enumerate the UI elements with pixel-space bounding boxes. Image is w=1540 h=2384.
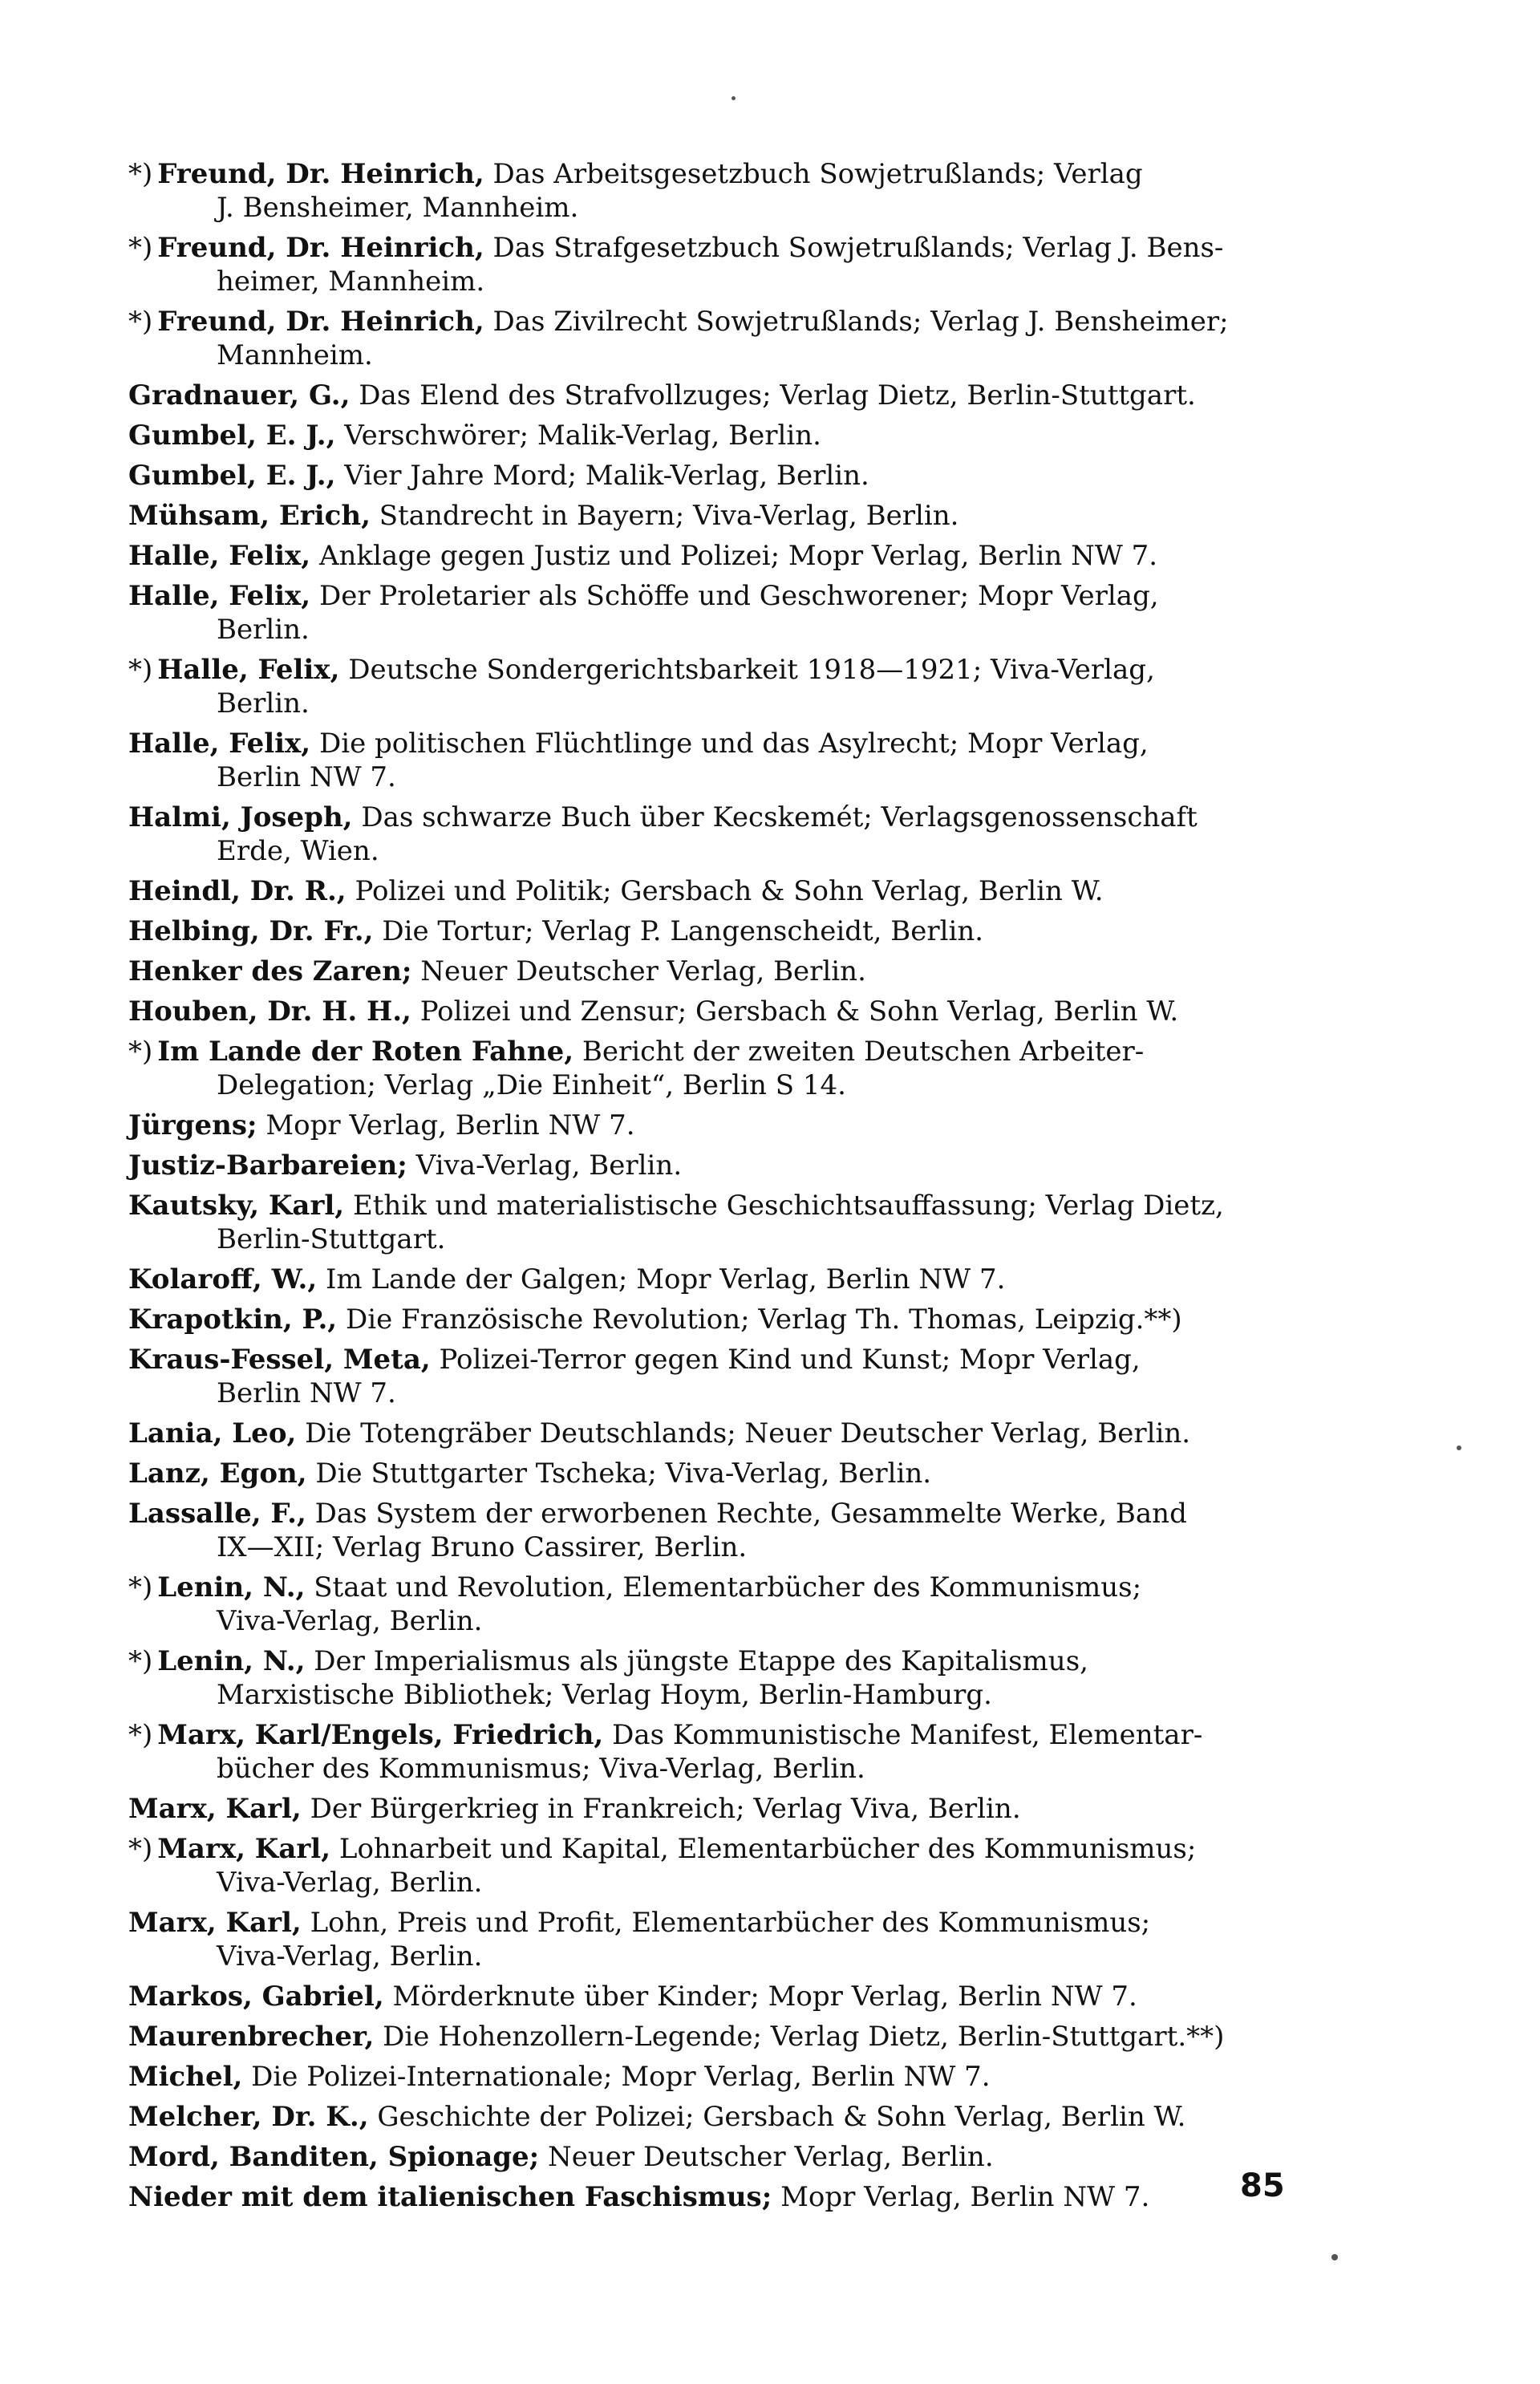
bibliography-entry: [128, 914, 1275, 948]
bibliography-entry: [128, 1497, 1275, 1564]
entry-continuation: Berlin.: [217, 614, 310, 646]
entry-continuation: IX—XII; Verlag Bruno Cassirer, Berlin.: [217, 1531, 748, 1563]
entry-title-publisher: Der Imperialismus als jüngste Etappe des Kapitalismus,: [314, 1645, 1088, 1677]
bibliography-entry: [128, 305, 1275, 372]
bibliography-entry: [128, 2140, 1275, 2174]
bibliography-entry: [128, 653, 1275, 720]
footnote-mark: *): [128, 232, 153, 264]
bibliography-entry: [128, 995, 1275, 1028]
bibliography-entry: [128, 379, 1275, 412]
entry-continuation: Delegation; Verlag „Die Einheit“, Berlin S 14.: [217, 1069, 846, 1101]
bibliography-entry: [128, 1343, 1275, 1410]
entry-author: Jürgens;: [128, 1109, 257, 1141]
entry-continuation: Berlin NW 7.: [217, 1377, 396, 1409]
entry-author: Mühsam, Erich,: [128, 500, 371, 532]
entry-title-publisher: Viva-Verlag, Berlin.: [415, 1149, 683, 1182]
entry-title-publisher: Bericht der zweiten Deutschen Arbeiter-: [582, 1036, 1145, 1068]
entry-author: Melcher, Dr. K.,: [128, 2101, 369, 2133]
entry-title-publisher: Der Bürgerkrieg in Frankreich; Verlag Viva, Berlin.: [310, 1793, 1021, 1825]
bibliography-entry: [128, 1457, 1275, 1490]
entry-author: Justiz-Barbareien;: [128, 1149, 407, 1182]
bibliography-entry: [128, 1149, 1275, 1182]
bibliography-entry: [128, 1109, 1275, 1142]
entry-author: Maurenbrecher,: [128, 2021, 375, 2053]
bibliography-entry: [128, 499, 1275, 533]
entry-author: Lassalle, F.,: [128, 1498, 306, 1530]
entry-title-publisher: Staat und Revolution, Elementarbücher des Kommunismus;: [314, 1571, 1142, 1604]
footnote-mark: *): [128, 1645, 153, 1677]
entry-continuation: Berlin.: [217, 687, 310, 720]
bibliography-entry: [128, 231, 1275, 298]
entry-author: Houben, Dr. H. H.,: [128, 995, 411, 1028]
bibliography-entry: [128, 1189, 1275, 1256]
entry-author: Henker des Zaren;: [128, 955, 412, 987]
bibliography-entry: [128, 539, 1275, 573]
entry-title-publisher: Das Arbeitsgesetzbuch Sowjetrußlands; Verlag: [492, 158, 1143, 190]
footnote-mark: *): [128, 1719, 153, 1751]
entry-continuation: Marxistische Bibliothek; Verlag Hoym, Berlin-Hamburg.: [217, 1679, 992, 1711]
entry-title-publisher: Ethik und materialistische Geschichtsauffassung; Verlag Dietz,: [352, 1190, 1224, 1222]
bibliography-entry: [128, 955, 1275, 988]
entry-author: Gumbel, E. J.,: [128, 420, 336, 452]
entry-author: Halle, Felix,: [128, 580, 311, 612]
entry-title-publisher: Deutsche Sondergerichtsbarkeit 1918—1921; Viva-Verlag,: [348, 654, 1155, 686]
entry-title-publisher: Verschwörer; Malik-Verlag, Berlin.: [344, 420, 821, 452]
entry-author: Lanz, Egon,: [128, 1458, 307, 1490]
entry-author: Kolaroff, W.,: [128, 1263, 318, 1295]
bibliography-entry: [128, 1417, 1275, 1450]
entry-title-publisher: Im Lande der Galgen; Mopr Verlag, Berlin NW 7.: [325, 1263, 1006, 1295]
entry-author: Gradnauer, G.,: [128, 379, 351, 412]
bibliography-entry: [128, 459, 1275, 493]
entry-author: Freund, Dr. Heinrich,: [157, 306, 484, 338]
entry-continuation: Erde, Wien.: [217, 835, 379, 867]
entry-continuation: Berlin NW 7.: [217, 761, 396, 793]
bibliography-entry: [128, 2020, 1275, 2054]
bibliography-entry: [128, 2060, 1275, 2094]
entry-title-publisher: Die Tortur; Verlag P. Langenscheidt, Berlin.: [382, 915, 984, 947]
entry-title-publisher: Vier Jahre Mord; Malik-Verlag, Berlin.: [344, 460, 869, 492]
entry-title-publisher: Die Polizei-Internationale; Mopr Verlag, Berlin NW 7.: [251, 2061, 991, 2093]
entry-title-publisher: Die politischen Flüchtlinge und das Asylrecht; Mopr Verlag,: [318, 728, 1149, 760]
entry-continuation: J. Bensheimer, Mannheim.: [217, 192, 579, 224]
entry-title-publisher: Standrecht in Bayern; Viva-Verlag, Berlin.: [379, 500, 959, 532]
entry-title-publisher: Die Hohenzollern-Legende; Verlag Dietz, Berlin-Stuttgart.**): [383, 2021, 1225, 2053]
entry-title-publisher: Polizei und Politik; Gersbach & Sohn Verlag, Berlin W.: [355, 875, 1104, 907]
bibliography-entry: [128, 2180, 1275, 2214]
entry-title-publisher: Mopr Verlag, Berlin NW 7.: [265, 1109, 635, 1141]
bibliography-entry: [128, 157, 1275, 225]
entry-author: Markos, Gabriel,: [128, 1981, 384, 2013]
bibliography-entry: [128, 1571, 1275, 1638]
print-speck: [732, 96, 736, 100]
bibliography-entry: [128, 801, 1275, 868]
entry-author: Freund, Dr. Heinrich,: [157, 232, 484, 264]
entry-title-publisher: Das Zivilrecht Sowjetrußlands; Verlag J. Bensheimer;: [492, 306, 1229, 338]
entry-title-publisher: Das System der erworbenen Rechte, Gesammelte Werke, Band: [314, 1498, 1187, 1530]
bibliography-entry: [128, 874, 1275, 908]
print-speck: [1331, 2254, 1338, 2260]
entry-continuation: Viva-Verlag, Berlin.: [217, 1940, 483, 1972]
entry-author: Halle, Felix,: [128, 728, 311, 760]
page-number: 85: [1240, 2167, 1285, 2204]
entry-author: Marx, Karl,: [128, 1793, 302, 1825]
bibliography-entry: [128, 727, 1275, 794]
entry-author: Im Lande der Roten Fahne,: [157, 1036, 574, 1068]
footnote-mark: *): [128, 1036, 153, 1068]
entry-author: Halle, Felix,: [128, 540, 311, 572]
entry-title-publisher: Mopr Verlag, Berlin NW 7.: [780, 2181, 1150, 2213]
entry-author: Halmi, Joseph,: [128, 801, 353, 833]
entry-title-publisher: Polizei-Terror gegen Kind und Kunst; Mopr Verlag,: [439, 1344, 1141, 1376]
entry-author: Marx, Karl/Engels, Friedrich,: [157, 1719, 604, 1751]
entry-continuation: Mannheim.: [217, 339, 373, 371]
entry-author: Freund, Dr. Heinrich,: [157, 158, 484, 190]
entry-author: Kautsky, Karl,: [128, 1190, 345, 1222]
footnote-mark: *): [128, 1833, 153, 1865]
entry-author: Helbing, Dr. Fr.,: [128, 915, 374, 947]
bibliography-entry: [128, 1035, 1275, 1102]
entry-continuation: Viva-Verlag, Berlin.: [217, 1605, 483, 1637]
entry-author: Kraus-Fessel, Meta,: [128, 1344, 431, 1376]
entry-author: Krapotkin, P.,: [128, 1303, 338, 1336]
entry-title-publisher: Polizei und Zensur; Gersbach & Sohn Verlag, Berlin W.: [419, 995, 1179, 1028]
bibliography-entry: [128, 1832, 1275, 1899]
entry-title-publisher: Lohnarbeit und Kapital, Elementarbücher des Kommunismus;: [338, 1833, 1197, 1865]
bibliography-list: [128, 157, 1275, 2220]
entry-author: Marx, Karl,: [157, 1833, 331, 1865]
footnote-mark: *): [128, 158, 153, 190]
entry-author: Michel,: [128, 2061, 243, 2093]
entry-title-publisher: Die Totengräber Deutschlands; Neuer Deutscher Verlag, Berlin.: [305, 1417, 1191, 1449]
entry-author: Lenin, N.,: [157, 1645, 306, 1677]
entry-title-publisher: Die Stuttgarter Tscheka; Viva-Verlag, Berlin.: [315, 1458, 932, 1490]
print-speck: [1457, 1445, 1461, 1450]
entry-title-publisher: Neuer Deutscher Verlag, Berlin.: [548, 2141, 994, 2173]
bibliography-entry: [128, 1906, 1275, 1973]
footnote-mark: *): [128, 1571, 153, 1604]
footnote-mark: *): [128, 306, 153, 338]
entry-continuation: bücher des Kommunismus; Viva-Verlag, Berlin.: [217, 1753, 865, 1785]
entry-title-publisher: Das Strafgesetzbuch Sowjetrußlands; Verlag J. Bens-: [492, 232, 1224, 264]
entry-title-publisher: Anklage gegen Justiz und Polizei; Mopr Verlag, Berlin NW 7.: [318, 540, 1158, 572]
entry-title-publisher: Lohn, Preis und Profit, Elementarbücher des Kommunismus;: [310, 1907, 1151, 1939]
entry-author: Lenin, N.,: [157, 1571, 306, 1604]
entry-author: Lania, Leo,: [128, 1417, 297, 1449]
entry-author: Gumbel, E. J.,: [128, 460, 336, 492]
entry-continuation: Berlin-Stuttgart.: [217, 1223, 446, 1255]
bibliography-entry: [128, 2100, 1275, 2134]
entry-title-publisher: Die Französische Revolution; Verlag Th. Thomas, Leipzig.**): [345, 1303, 1182, 1336]
entry-author: Heindl, Dr. R.,: [128, 875, 346, 907]
entry-title-publisher: Das Kommunistische Manifest, Elementar-: [612, 1719, 1203, 1751]
entry-title-publisher: Das schwarze Buch über Kecskemét; Verlagsgenossenschaft: [361, 801, 1198, 833]
entry-continuation: Viva-Verlag, Berlin.: [217, 1867, 483, 1899]
bibliography-entry: [128, 579, 1275, 647]
entry-title-publisher: Neuer Deutscher Verlag, Berlin.: [420, 955, 866, 987]
entry-title-publisher: Geschichte der Polizei; Gersbach & Sohn Verlag, Berlin W.: [377, 2101, 1186, 2133]
entry-author: Marx, Karl,: [128, 1907, 302, 1939]
entry-author: Mord, Banditen, Spionage;: [128, 2141, 540, 2173]
bibliography-entry: [128, 1263, 1275, 1296]
entry-author: Nieder mit dem italienischen Faschismus;: [128, 2181, 772, 2213]
entry-continuation: heimer, Mannheim.: [217, 266, 485, 298]
bibliography-entry: [128, 1644, 1275, 1712]
entry-title-publisher: Der Proletarier als Schöffe und Geschworener; Mopr Verlag,: [318, 580, 1159, 612]
entry-title-publisher: Das Elend des Strafvollzuges; Verlag Dietz, Berlin-Stuttgart.: [359, 379, 1196, 412]
bibliography-entry: [128, 1980, 1275, 2013]
bibliography-entry: [128, 419, 1275, 452]
entry-title-publisher: Mörderknute über Kinder; Mopr Verlag, Berlin NW 7.: [392, 1981, 1137, 2013]
entry-author: Halle, Felix,: [157, 654, 340, 686]
bibliography-entry: [128, 1718, 1275, 1786]
footnote-mark: *): [128, 654, 153, 686]
bibliography-entry: [128, 1792, 1275, 1826]
bibliography-entry: [128, 1303, 1275, 1336]
